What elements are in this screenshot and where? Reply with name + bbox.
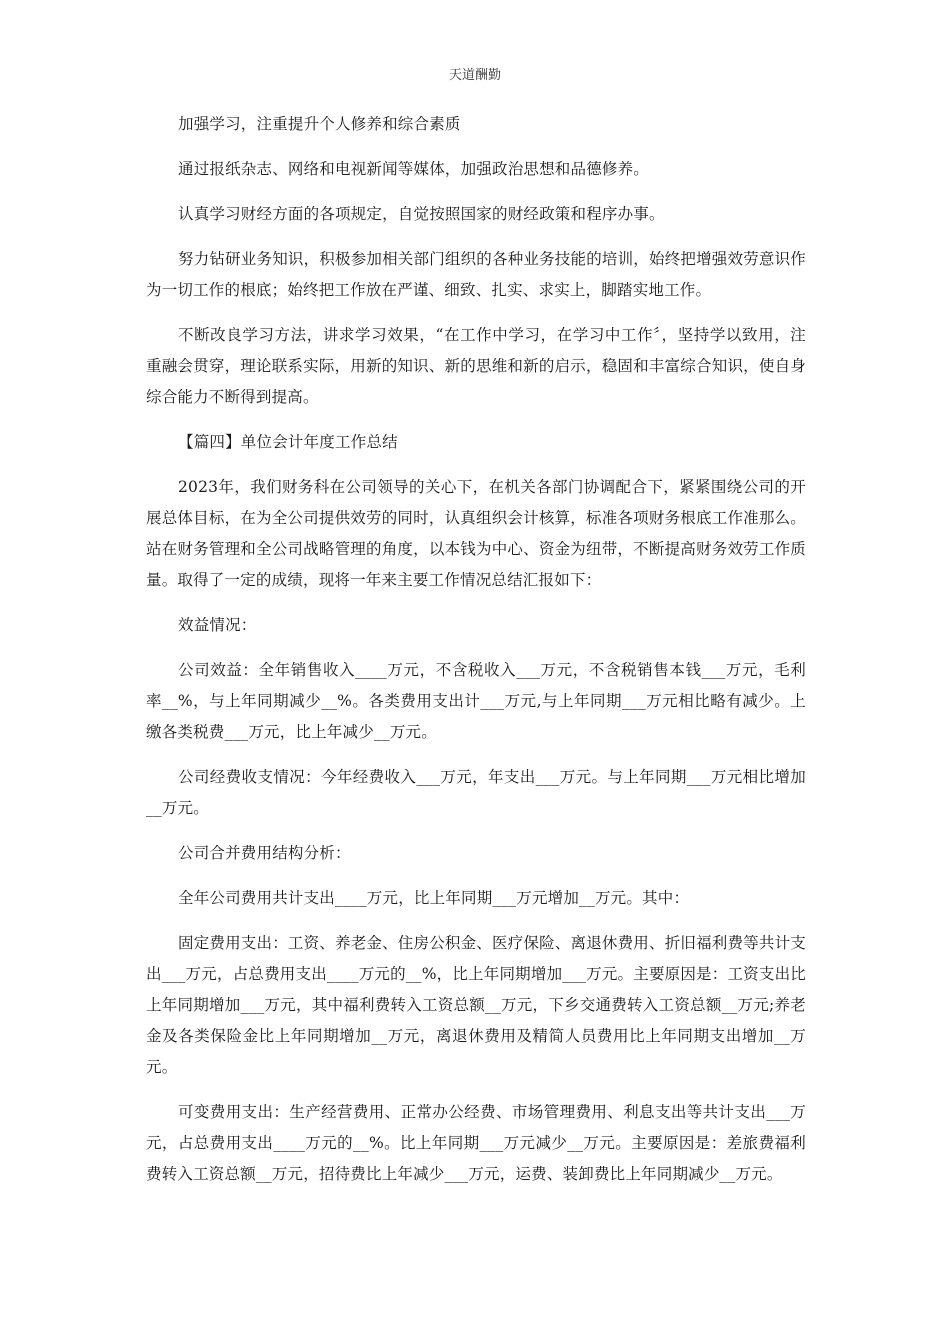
paragraph: 全年公司费用共计支出____万元，比上年同期___万元增加__万元。其中： [178,889,690,907]
subheading-benefits: 效益情况： [178,616,257,634]
paragraph: 固定费用支出：工资、养老金、住房公积金、医疗保险、离退休费用、折旧福利费等共计支出___万元，占总费用支出____万元的__%，比上年同期增加___万元。主要原因是：工资支出比上年同期增加___万元，其中福利费转入工资总额__万元，下乡交通费转入工资总额__万元;养老金及各类保险金比上年同期增加__万元，离退休费用及精简人员费用比上年同期支出增加__万元。 [146,934,807,1076]
paragraph: 不断改良学习方法，讲求学习效果，“在工作中学习，在学习中工作〞，坚持学以致用，注重融会贯穿，理论联系实际，用新的知识、新的思维和新的启示，稳固和丰富综合知识，使自身综合能力不断得到提高。 [146,326,806,406]
paragraph: 通过报纸杂志、网络和电视新闻等媒体，加强政治思想和品德修养。 [178,160,650,178]
paragraph: 认真学习财经方面的各项规定，自觉按照国家的财经政策和程序办事。 [178,205,665,223]
page-header: 天道酬勤 [448,68,501,83]
section-title: 【篇四】单位会计年度工作总结 [178,433,398,451]
paragraph: 2023年，我们财务科在公司领导的关心下，在机关各部门协调配合下，紧紧围绕公司的开展总体目标，在为全公司提供效劳的同时，认真组织会计核算，标准各项财务根底工作准那么。站在财务管理和全公司战略管理的角度，以本钱为中心、资金为纽带，不断提高财务效劳工作质量。取得了一定的成绩，现将一年来主要工作情况总结汇报如下： [146,478,806,589]
paragraph: 可变费用支出：生产经营费用、正常办公经费、市场管理费用、利息支出等共计支出___万元，占总费用支出____万元的__%。比上年同期___万元减少__万元。主要原因是：差旅费福利费转入工资总额__万元，招待费比上年减少___万元，运费、装卸费比上年同期减少__万元。 [146,1103,806,1183]
document-body [146,109,806,1204]
paragraph: 努力钻研业务知识，积极参加相关部门组织的各种业务技能的培训，始终把增强效劳意识作为一切工作的根底；始终把工作放在严谨、细致、扎实、求实上，脚踏实地工作。 [146,250,807,299]
paragraph: 公司经费收支情况：今年经费收入___万元，年支出___万元。与上年同期___万元相比增加__万元。 [146,768,806,817]
paragraph-heading-study: 加强学习，注重提升个人修养和综合素质 [178,115,461,133]
paragraph: 公司效益：全年销售收入____万元，不含税收入___万元，不含税销售本钱___万元，毛利率__%，与上年同期减少__%。各类费用支出计___万元,与上年同期___万元相比略有减少。上缴各类税费___万元，比上年减少__万元。 [146,661,806,741]
subheading-cost-structure: 公司合并费用结构分析： [178,844,351,862]
